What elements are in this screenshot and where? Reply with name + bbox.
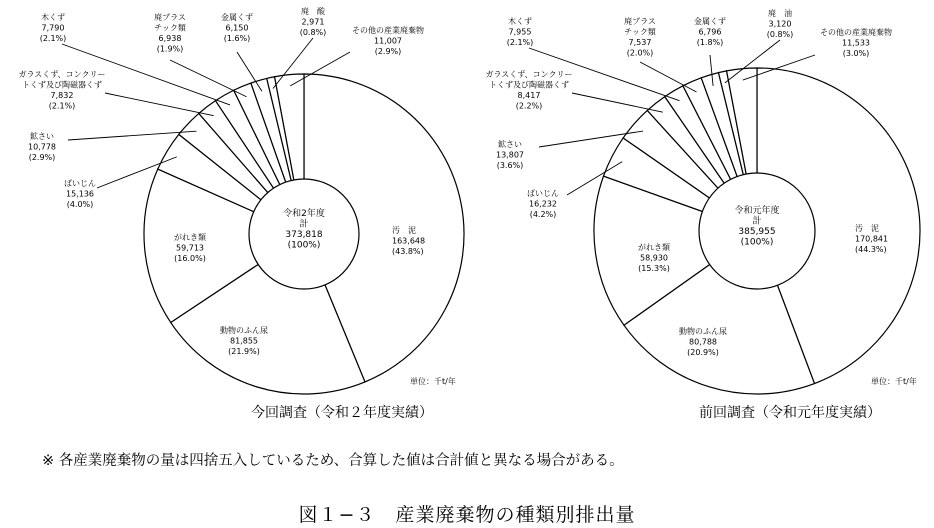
- unit-label: 単位：千t/年: [871, 377, 917, 386]
- label-waste-acid-oil: 廃 酸 2,971 (0.8%): [299, 7, 327, 37]
- leader-line-glass-concrete-ceramic: [105, 93, 214, 116]
- label-slag: 鉱さい 13,807 (3.6%): [496, 140, 524, 170]
- label-metal-scrap: 金属くず 6,150 (1.6%): [221, 13, 253, 43]
- figure-caption: 図１−３ 産業廃棄物の種類別排出量: [298, 504, 636, 526]
- unit-label: 単位：千t/年: [410, 377, 456, 386]
- center-total-label: 令和元年度計 385,955 (100%): [734, 206, 780, 248]
- label-other-industrial-waste: その他の産業廃棄物 11,007 (2.9%): [352, 26, 424, 56]
- label-glass-concrete-ceramic: ガラスくず、コンクリートくず及び陶磁器くず 7,832 (2.1%): [18, 70, 106, 111]
- donut-chart-current: [0, 0, 467, 400]
- label-soot-dust: ばいじん 16,232 (4.2%): [527, 189, 559, 219]
- label-waste-plastics: 廃プラスチック類 6,938 (1.9%): [154, 13, 186, 54]
- label-soot-dust: ばいじん 15,136 (4.0%): [64, 179, 96, 209]
- label-glass-concrete-ceramic: ガラスくず、コンクリートくず及び陶磁器くず 8,417 (2.2%): [485, 70, 573, 111]
- label-slag: 鉱さい 10,778 (2.9%): [28, 132, 56, 162]
- leader-line-glass-concrete-ceramic: [572, 93, 663, 112]
- label-metal-scrap: 金属くず 6,796 (1.8%): [694, 17, 726, 47]
- footnote: ※ 各産業廃棄物の量は四捨五入しているため、合算した値は合計値と異なる場合がある。: [42, 453, 624, 469]
- label-waste-plastics: 廃プラスチック類 7,537 (2.0%): [624, 17, 656, 58]
- label-debris: がれき類 59,713 (16.0%): [174, 233, 206, 263]
- label-animal-manure: 動物のふん尿 80,788 (20.9%): [679, 327, 727, 357]
- label-wood-waste: 木くず 7,790 (2.1%): [39, 13, 67, 43]
- leader-line-waste-plastics: [640, 62, 697, 92]
- label-animal-manure: 動物のふん尿 81,855 (21.9%): [220, 326, 268, 356]
- label-wood-waste: 木くず 7,955 (2.1%): [506, 17, 534, 47]
- label-sludge: 汚 泥 170,841 (44.3%): [855, 224, 889, 254]
- leader-line-waste-plastics: [170, 60, 247, 97]
- subtitle-previous: 前回調査（令和元年度実績）: [699, 405, 881, 421]
- label-other-industrial-waste: その他の産業廃棄物 11,533 (3.0%): [820, 28, 892, 58]
- label-waste-acid-oil: 廃 油 3,120 (0.8%): [766, 9, 794, 39]
- subtitle-current: 今回調査（令和２年度実績）: [251, 405, 433, 421]
- center-total-label: 令和2年度計 373,818 (100%): [283, 209, 325, 251]
- label-sludge: 汚 泥 163,648 (43.8%): [392, 226, 426, 256]
- donut-chart-previous: [467, 0, 934, 400]
- label-debris: がれき類 58,930 (15.3%): [638, 243, 670, 273]
